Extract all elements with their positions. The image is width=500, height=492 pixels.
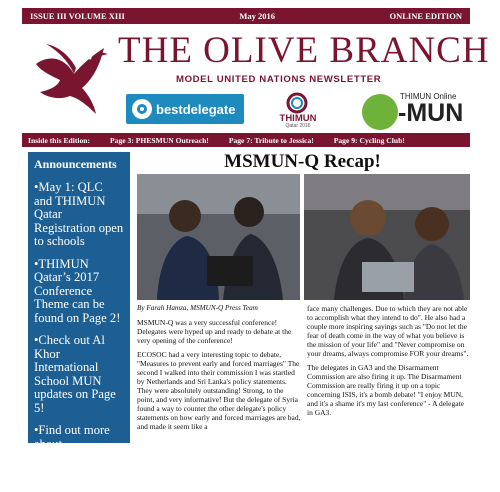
announcements-heading: Announcements	[34, 157, 117, 171]
issue-banner	[22, 8, 470, 24]
thimun-text: THIMUN	[279, 113, 317, 124]
thimun-emblem-icon	[282, 92, 312, 114]
announcement-item: •Check out Al Khor International School MUN updates on Page 5!	[34, 333, 116, 415]
announcements-sidebar	[28, 152, 130, 491]
globe-icon	[362, 94, 398, 130]
thimun-subtext: Qatar 2016	[285, 123, 311, 129]
issue-date: May 2016	[239, 11, 275, 21]
article-byline: By Farah Hamza, MSMUN-Q Press Team	[137, 304, 258, 312]
target-icon	[132, 99, 152, 119]
newsletter-subtitle: MODEL UNITED NATIONS NEWSLETTER	[176, 74, 382, 85]
nav-item-page7[interactable]: Page 7: Tribute to Jessica!	[228, 135, 314, 145]
mun-text: -MUN	[398, 99, 464, 127]
edition-label: ONLINE EDITION	[389, 11, 462, 21]
dove-olive-branch-icon	[30, 34, 110, 116]
article-paragraph: MSMUN-Q was a very successful conference! Delegates were hyped up and ready to debate at the very opening of the conference!	[137, 318, 292, 345]
thimun-qatar-logo	[266, 92, 330, 128]
article-paragraph: ECOSOC had a very interesting topic to debate, "Measures to prevent early and forced marriages" The second I walked into their commission I was startled by Netherlands and Sri Lanka's policy statements. They were absolutely outstanding! Strong, to the point, and very informative! But the delegate of Syria found a way to counter the other delegate's policy statements on how early and forced marriages are bad, and made it seem like a	[137, 350, 301, 431]
announcement-item: •May 1: QLC and THIMUN Qatar Registration open to schools	[34, 180, 124, 248]
bestdelegate-logo	[126, 94, 244, 124]
thimun-online-text: THIMUN Online	[400, 92, 457, 101]
delegates-laptop-photo	[304, 174, 470, 300]
article-headline: MSMUN-Q Recap!	[224, 151, 381, 172]
article-column-1	[137, 318, 302, 436]
newsletter-title: THE OLIVE BRANCH	[118, 30, 490, 71]
article-column-2	[307, 304, 471, 422]
article-paragraph: The delegates in GA3 and the Disarmament Commission are also firing it up. The Disarmament Commission are really firing it up on a topic concerning ISIS, it's a bomb debate! "I enjoy MUN, and it's a shame it's my last conference" - A delegate in GA3.	[307, 363, 464, 417]
article-paragraph: face many challenges. Due to which they are not able to accomplish what they intend to do". He also had a couple more inspiring sayings such as "Do not let the fear of death come in the way of what you believe is the mission of your life" and "Never compromise on your dreams, always compromise FOR your dreams".	[307, 304, 469, 358]
bestdelegate-text: bestdelegate	[156, 101, 236, 117]
inside-edition-bar	[22, 133, 470, 147]
issue-label: ISSUE III VOLUME XIII	[30, 11, 125, 21]
announcement-item: •Find out more about "Genderless Bikes in Qatar" on Page 6!	[34, 423, 112, 491]
thimun-online-logo	[362, 92, 474, 130]
inside-label: Inside this Edition:	[28, 135, 91, 145]
nav-item-page9[interactable]: Page 9: Cycling Club!	[333, 135, 405, 145]
announcement-item: •THIMUN Qatar’s 2017 Conference Theme can be found on Page 2!	[34, 256, 121, 325]
delegates-photo	[137, 174, 300, 300]
nav-item-page3[interactable]: Page 3: PHESMUN Outreach!	[110, 135, 209, 145]
